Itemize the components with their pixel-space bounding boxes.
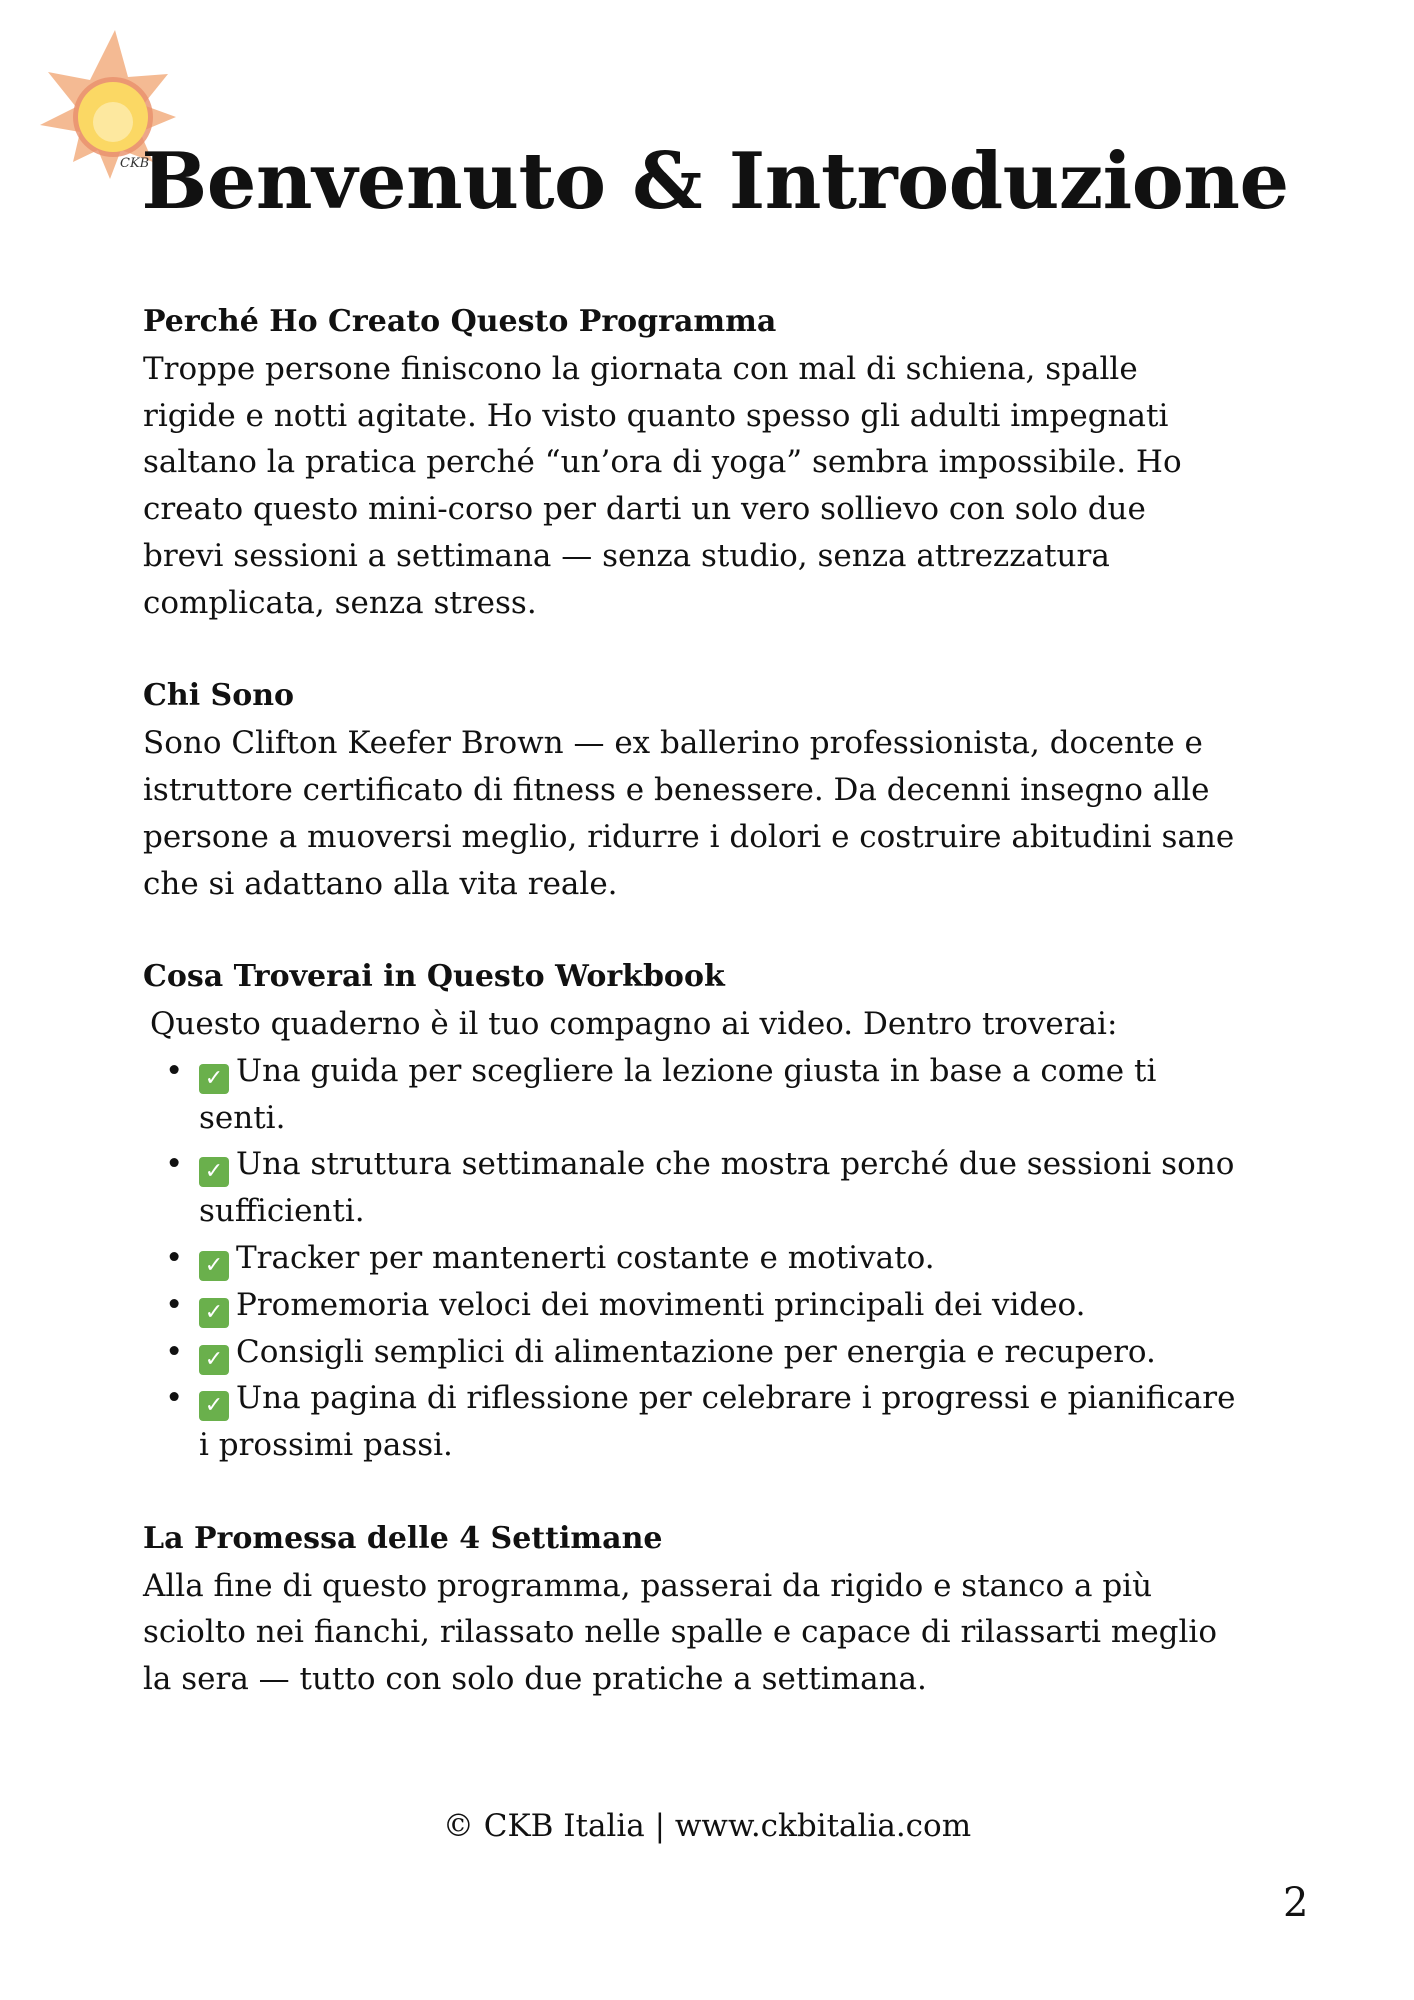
list-item [143,1375,1343,1469]
paragraph-line: Alla fine di questo programma, passerai da rigido e stanco a più [143,1567,1153,1604]
list-item-text: senti. [199,1099,286,1136]
bullet-icon: • [165,1239,184,1276]
paragraph-line: saltano la pratica perché “un’ora di yoga” sembra impossibile. Ho [143,444,1182,481]
paragraph-line: istruttore certificato di fitness e benessere. Da decenni insegno alle [143,771,1210,808]
paragraph-line: persone a muoversi meglio, ridurre i dolori e costruire abitudini sane [143,818,1235,855]
bullet-icon: • [165,1286,184,1323]
feature-list [143,1048,1343,1469]
list-item-text: Tracker per mantenerti costante e motivato. [236,1239,935,1276]
list-item-text: Promemoria veloci dei movimenti principali dei video. [236,1286,1086,1323]
bullet-icon: • [165,1146,184,1183]
list-item-text: Una guida per scegliere la lezione giusta in base a come ti [236,1052,1157,1089]
paragraph-line: complicata, senza stress. [143,584,537,621]
bullet-icon: • [165,1052,184,1089]
check-icon: ✓ [199,1251,229,1281]
check-icon: ✓ [199,1345,229,1375]
logo-signature: CKB [120,156,150,171]
page-title: Benvenuto & Introduzione [141,136,1289,227]
section-heading: Perché Ho Creato Questo Programma [143,304,777,339]
check-icon: ✓ [199,1157,229,1187]
section-promise [143,1516,1343,1703]
section-workbook [143,954,1343,1469]
paragraph-line: che si adattano alla vita reale. [143,865,618,902]
paragraph-line: sciolto nei fianchi, rilassato nelle spalle e capace di rilassarti meglio [143,1614,1217,1651]
section-heading: Cosa Troverai in Questo Workbook [143,959,725,995]
list-intro: Questo quaderno è il tuo compagno ai video. Dentro troverai: [150,1005,1118,1042]
list-item-text: i prossimi passi. [199,1427,453,1464]
section-heading: Chi Sono [143,678,295,714]
list-item-text: Una pagina di riflessione per celebrare i progressi e pianificare [236,1380,1236,1417]
check-icon: ✓ [199,1064,229,1094]
list-item [143,1235,1343,1282]
paragraph-line: rigide e notti agitate. Ho visto quanto spesso gli adulti impegnati [143,397,1169,434]
check-icon: ✓ [199,1298,229,1328]
content [143,299,1343,1750]
paragraph-line: creato questo mini-corso per darti un vero sollievo con solo due [143,491,1146,528]
paragraph-line: la sera — tutto con solo due pratiche a settimana. [143,1661,927,1698]
bullet-icon: • [165,1380,184,1417]
section-why [143,299,1343,627]
list-item-text: sufficienti. [199,1193,365,1230]
paragraph-line: brevi sessioni a settimana — senza studio, senza attrezzatura [143,537,1110,574]
list-item-text: Una struttura settimanale che mostra perché due sessioni sono [236,1146,1235,1183]
bullet-icon: • [165,1333,184,1370]
list-item [143,1282,1343,1329]
list-item [143,1329,1343,1376]
page-number: 2 [1283,1880,1309,1926]
list-item [143,1141,1343,1235]
footer-copyright: © CKB Italia | www.ckbitalia.com [442,1808,972,1844]
list-item [143,1048,1343,1142]
paragraph-line: Troppe persone finiscono la giornata con mal di schiena, spalle [143,350,1138,387]
list-item-text: Consigli semplici di alimentazione per energia e recupero. [236,1333,1156,1370]
paragraph-line: Sono Clifton Keefer Brown — ex ballerino professionista, docente e [143,725,1203,762]
section-about [143,673,1343,907]
check-icon: ✓ [199,1391,229,1421]
section-heading: La Promessa delle 4 Settimane [143,1520,663,1556]
